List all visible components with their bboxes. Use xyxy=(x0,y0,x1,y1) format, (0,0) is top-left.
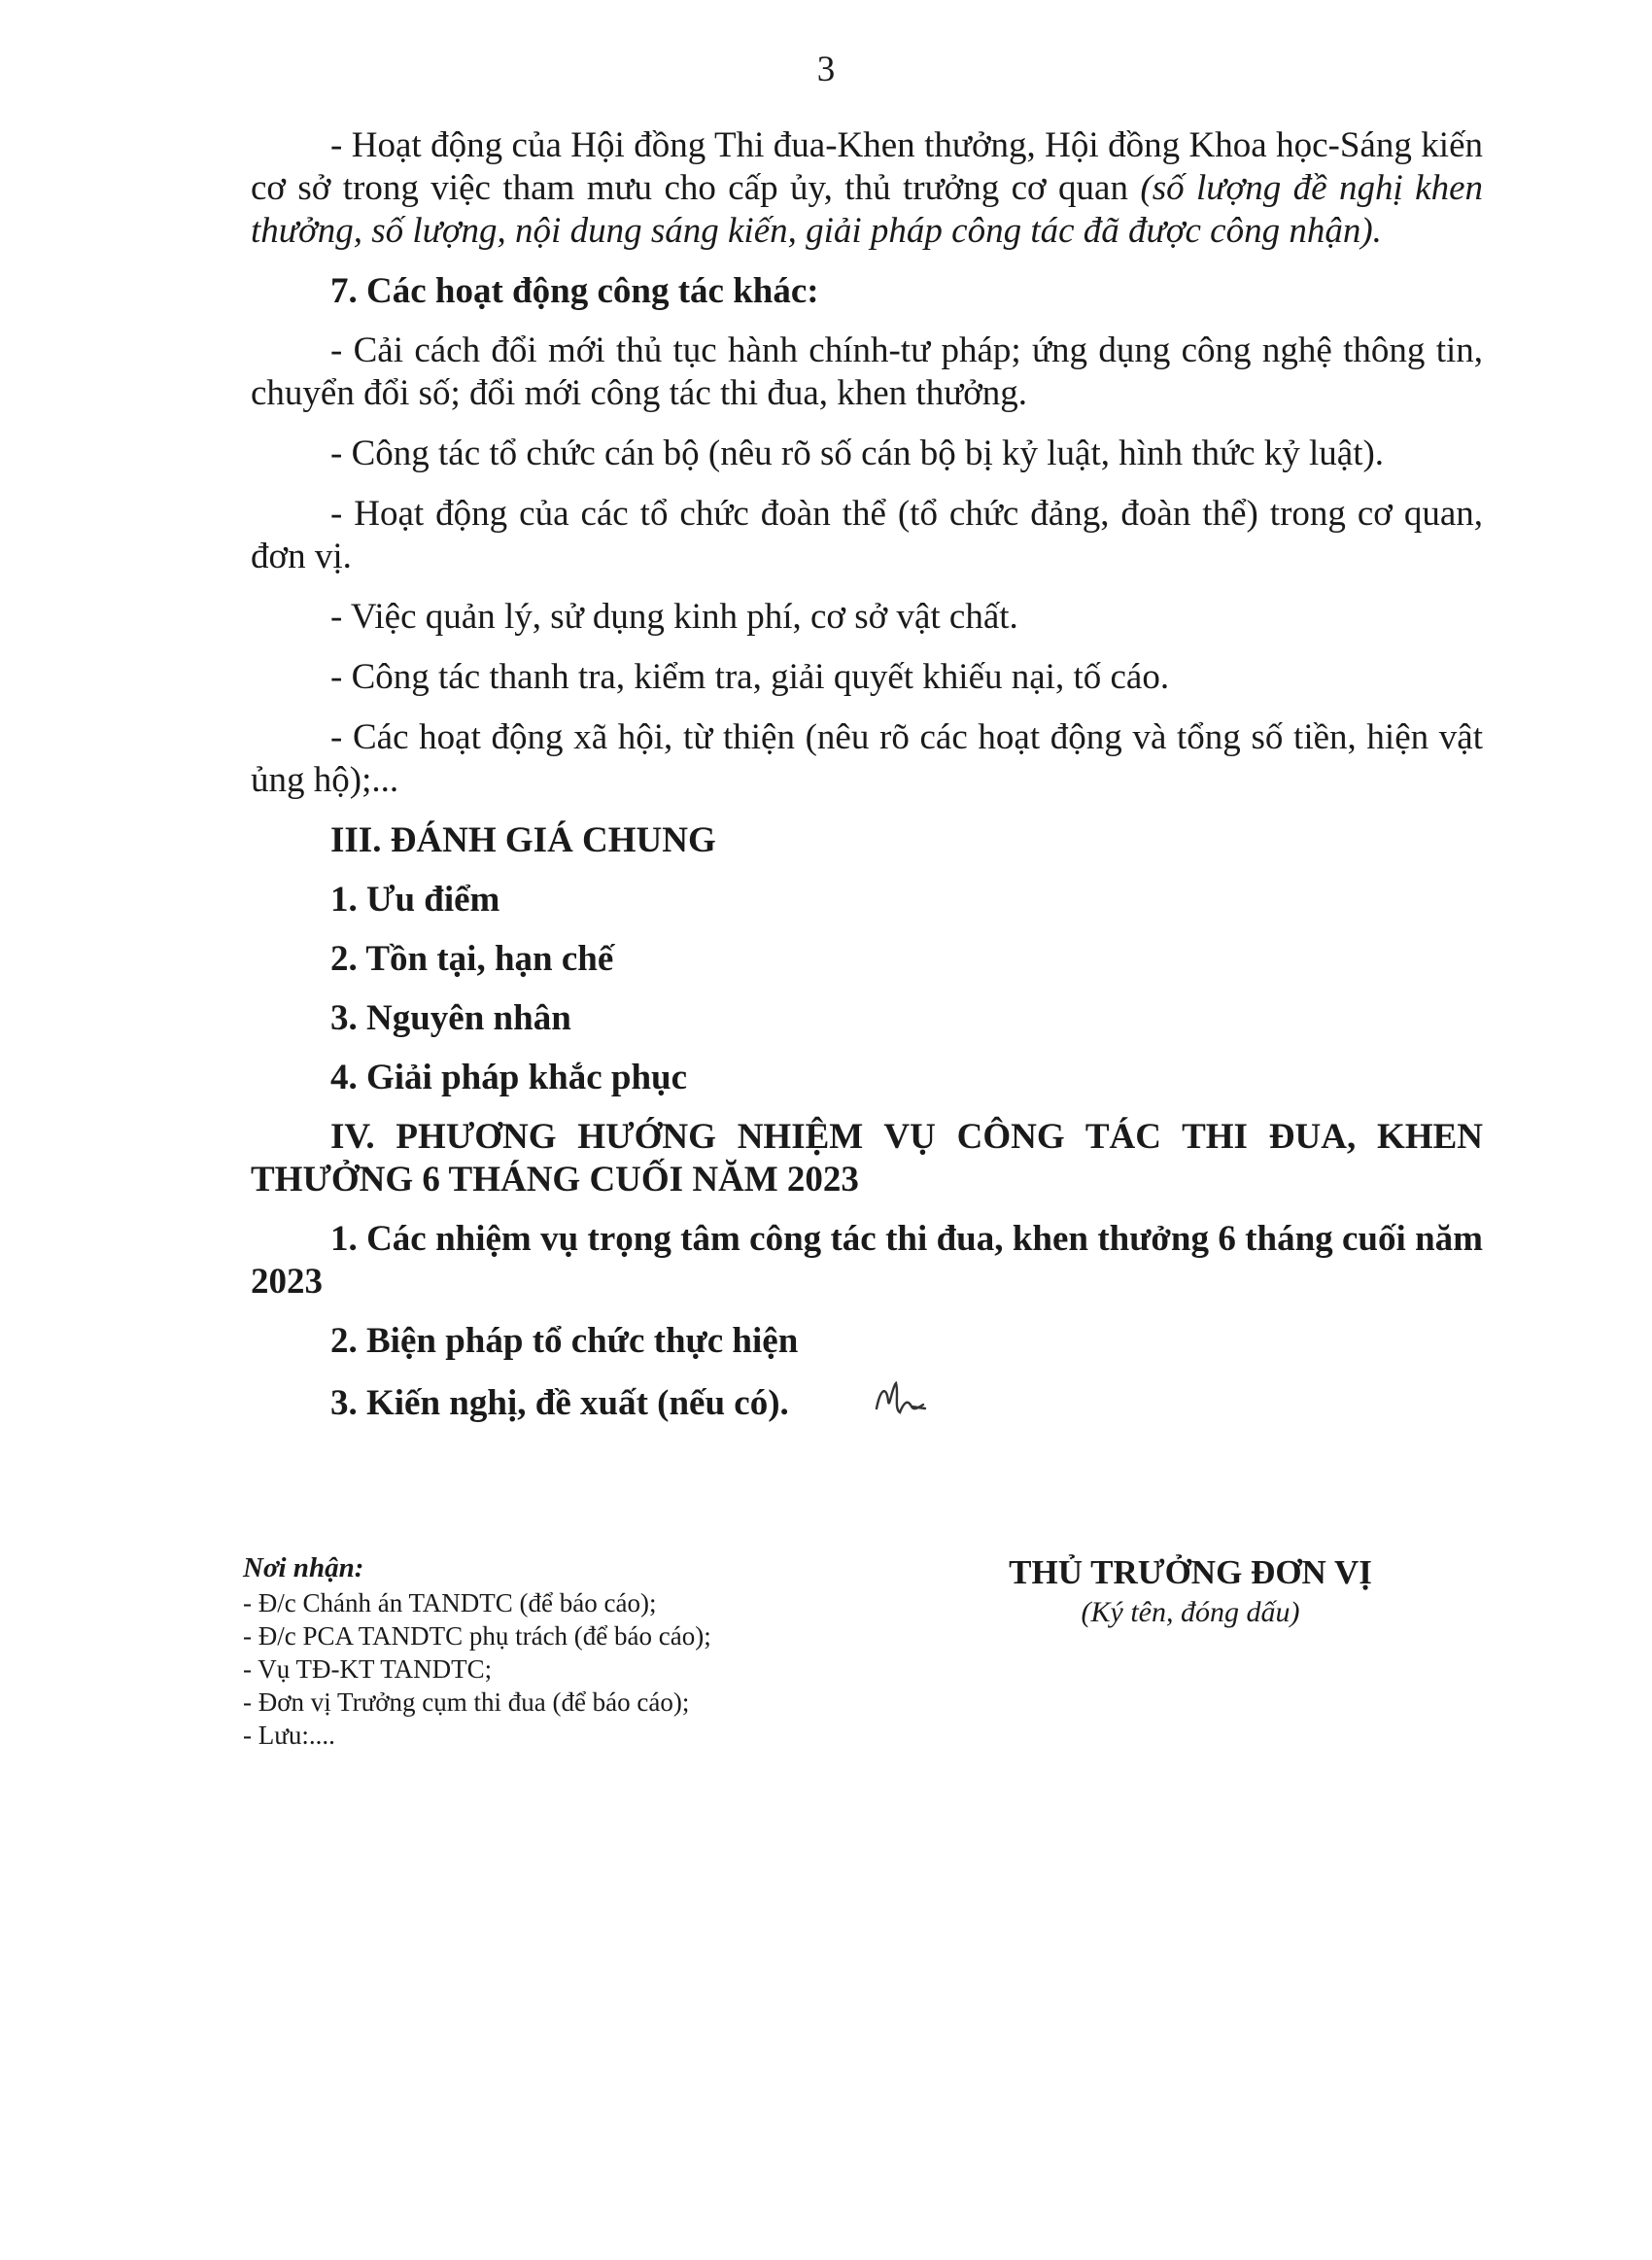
section-4-heading: IV. PHƯƠNG HƯỚNG NHIỆM VỤ CÔNG TÁC THI ĐUA, KHEN THƯỞNG 6 THÁNG CUỐI NĂM 2023 xyxy=(251,1117,1483,1200)
section-4-item: 2. Biện pháp tổ chức thực hiện xyxy=(330,1321,799,1361)
section-7-item: - Cải cách đổi mới thủ tục hành chính-tư pháp; ứng dụng công nghệ thông tin, chuyển đổi số; đổi mới công tác thi đua, khen thưởng. xyxy=(251,330,1483,413)
section-7-heading: 7. Các hoạt động công tác khác: xyxy=(330,271,819,311)
section-7-item: - Công tác tổ chức cán bộ (nêu rõ số cán bộ bị kỷ luật, hình thức kỷ luật). xyxy=(330,434,1385,473)
council-activity-text: - Hoạt động của Hội đồng Thi đua-Khen thưởng, Hội đồng Khoa học-Sáng kiến cơ sở trong việc tham mưu cho cấp ủy, thủ trưởng cơ quan xyxy=(251,125,1483,208)
section-7-item: - Các hoạt động xã hội, từ thiện (nêu rõ các hoạt động và tổng số tiền, hiện vật ủng hộ);... xyxy=(251,717,1483,800)
section-3-item: 3. Nguyên nhân xyxy=(330,998,571,1038)
section-7-item: - Hoạt động của các tổ chức đoàn thể (tổ chức đảng, đoàn thể) trong cơ quan, đơn vị. xyxy=(251,494,1483,576)
recipients-title: Nơi nhận: xyxy=(243,1552,364,1583)
section-3-item: 2. Tồn tại, hạn chế xyxy=(330,939,614,979)
page-number: 3 xyxy=(816,50,836,89)
signer-note: (Ký tên, đóng dấu) xyxy=(1081,1596,1300,1628)
recipient-item: - Lưu:.... xyxy=(243,1721,335,1750)
section-7-item: - Công tác thanh tra, kiểm tra, giải quyết khiếu nại, tố cáo. xyxy=(330,657,1170,697)
recipient-item: - Vụ TĐ-KT TANDTC; xyxy=(243,1654,493,1684)
section-4-item: 1. Các nhiệm vụ trọng tâm công tác thi đua, khen thưởng 6 tháng cuối năm 2023 xyxy=(251,1219,1483,1302)
recipients-block xyxy=(243,1551,845,1752)
council-activity-note: (số lượng đề nghị khen thưởng, số lượng, nội dung sáng kiến, giải pháp công tác đã được công nhận). xyxy=(251,168,1483,251)
council-activity-paragraph xyxy=(251,124,1483,253)
document-footer xyxy=(243,1551,1497,1775)
section-3-heading: III. ĐÁNH GIÁ CHUNG xyxy=(330,820,716,860)
section-4-item: 3. Kiến nghị, đề xuất (nếu có). xyxy=(330,1382,789,1423)
section-3-item: 4. Giải pháp khắc phục xyxy=(330,1058,688,1097)
signer-block xyxy=(884,1551,1497,1631)
recipient-item: - Đ/c Chánh án TANDTC (để báo cáo); xyxy=(243,1588,657,1617)
document-body xyxy=(251,124,1483,1449)
signer-title: THỦ TRƯỞNG ĐƠN VỊ xyxy=(1009,1553,1372,1591)
recipient-item: - Đơn vị Trưởng cụm thi đua (để báo cáo); xyxy=(243,1687,690,1717)
section-7-item: - Việc quản lý, sử dụng kinh phí, cơ sở vật chất. xyxy=(330,597,1018,637)
recipient-item: - Đ/c PCA TANDTC phụ trách (để báo cáo); xyxy=(243,1621,711,1651)
section-3-item: 1. Ưu điểm xyxy=(330,880,500,920)
handwritten-initials-icon xyxy=(793,1379,929,1433)
section-4-item-with-initials xyxy=(251,1379,1483,1433)
